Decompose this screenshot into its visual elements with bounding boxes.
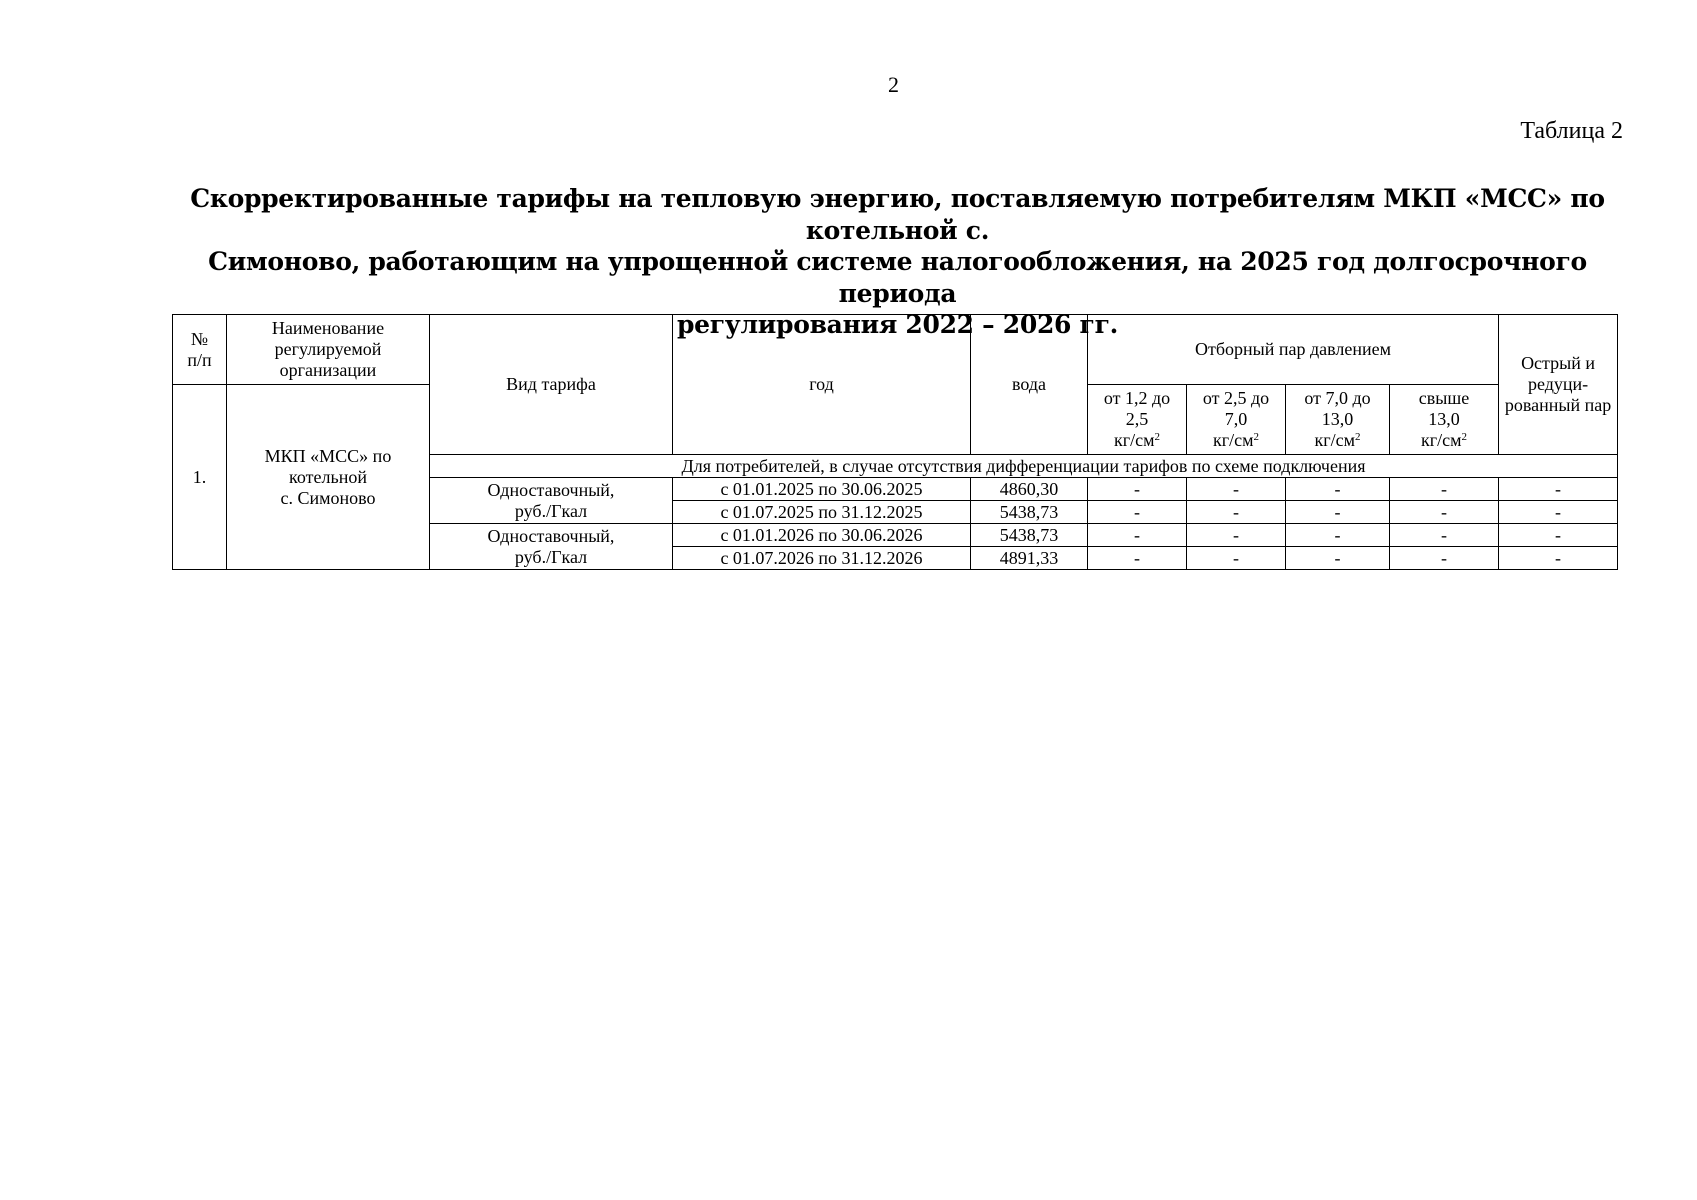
tariff-type-line: Одноставочный, <box>487 479 615 500</box>
title-line: регулирования 2022 – 2026 гг. <box>676 310 1119 339</box>
pressure-range: от 2,5 до <box>1202 388 1270 408</box>
water-value: 5438,73 <box>971 524 1088 547</box>
period-cell: с 01.07.2026 по 31.12.2026 <box>673 547 971 570</box>
pressure-3-value: - <box>1286 547 1390 570</box>
live-steam-value: - <box>1499 501 1618 524</box>
live-steam-value: - <box>1499 547 1618 570</box>
period-cell: с 01.01.2026 по 30.06.2026 <box>673 524 971 547</box>
org-number: 1. <box>173 385 227 570</box>
header-number-abbr: п/п <box>187 349 212 370</box>
pressure-value: 13,0 <box>1428 409 1460 429</box>
pressure-2-value: - <box>1187 524 1286 547</box>
unit-exponent: 2 <box>1253 431 1259 443</box>
unit-text: кг/см <box>1212 430 1254 450</box>
tariff-table <box>172 314 1618 570</box>
pressure-range: от 7,0 до <box>1304 388 1371 408</box>
unit-text: кг/см <box>1314 430 1355 450</box>
header-selected-steam: Отборный пар давлением <box>1088 315 1499 385</box>
pressure-1-value: - <box>1088 501 1187 524</box>
pressure-unit <box>1392 430 1496 451</box>
period-cell: с 01.01.2025 по 30.06.2025 <box>673 478 971 501</box>
pressure-value: 7,0 <box>1224 409 1248 429</box>
header-number <box>173 315 227 385</box>
header-pressure-2 <box>1187 385 1286 455</box>
org-name-line: котельной <box>289 466 367 487</box>
unit-exponent: 2 <box>1154 431 1160 443</box>
header-tariff-type: Вид тарифа <box>430 315 673 455</box>
consumer-note: Для потребителей, в случае отсутствия дифференциации тарифов по схеме подключения <box>430 455 1618 478</box>
pressure-2-value: - <box>1187 478 1286 501</box>
header-pressure-1 <box>1088 385 1187 455</box>
pressure-2-value: - <box>1187 501 1286 524</box>
title-line: Скорректированные тарифы на тепловую энергию, поставляемую потребителям МКП «МСС» по котельной с. <box>190 184 1605 245</box>
pressure-unit <box>1090 430 1184 451</box>
pressure-3-value: - <box>1286 501 1390 524</box>
header-live-steam: Острый и редуци-рованный пар <box>1499 315 1618 455</box>
table-label: Таблица 2 <box>1520 118 1623 144</box>
pressure-range: свыше <box>1418 388 1470 408</box>
org-name <box>227 385 430 570</box>
header-year: год <box>673 315 971 455</box>
title-line: Симоново, работающим на упрощенной системе налогообложения, на 2025 год долгосрочного периода <box>208 247 1587 308</box>
pressure-3-value: - <box>1286 478 1390 501</box>
pressure-1-value: - <box>1088 478 1187 501</box>
tariff-type-line: руб./Гкал <box>514 500 588 521</box>
water-value: 5438,73 <box>971 501 1088 524</box>
org-name-line: МКП «МСС» по <box>264 445 392 466</box>
pressure-4-value: - <box>1390 478 1499 501</box>
pressure-4-value: - <box>1390 547 1499 570</box>
pressure-4-value: - <box>1390 524 1499 547</box>
pressure-value: 2,5 <box>1125 409 1149 429</box>
unit-exponent: 2 <box>1355 431 1361 443</box>
unit-text: кг/см <box>1113 430 1155 450</box>
tariff-type-cell <box>430 478 673 524</box>
pressure-4-value: - <box>1390 501 1499 524</box>
org-name-line: с. Симоново <box>280 487 376 508</box>
tariff-type-line: Одноставочный, <box>487 525 615 546</box>
page-number: 2 <box>888 72 899 97</box>
pressure-value: 13,0 <box>1321 409 1354 429</box>
tariff-type-line: руб./Гкал <box>514 546 588 567</box>
pressure-1-value: - <box>1088 524 1187 547</box>
water-value: 4891,33 <box>971 547 1088 570</box>
pressure-range: от 1,2 до <box>1103 388 1171 408</box>
pressure-unit <box>1189 430 1283 451</box>
pressure-3-value: - <box>1286 524 1390 547</box>
pressure-2-value: - <box>1187 547 1286 570</box>
pressure-1-value: - <box>1088 547 1187 570</box>
header-water: вода <box>971 315 1088 455</box>
period-cell: с 01.07.2025 по 31.12.2025 <box>673 501 971 524</box>
live-steam-value: - <box>1499 524 1618 547</box>
pressure-unit <box>1288 430 1387 451</box>
header-org-name: Наименование регулируемой организации <box>227 315 430 385</box>
header-pressure-3 <box>1286 385 1390 455</box>
unit-text: кг/см <box>1421 430 1462 450</box>
water-value: 4860,30 <box>971 478 1088 501</box>
tariff-type-cell <box>430 524 673 570</box>
header-row <box>173 315 1618 385</box>
unit-exponent: 2 <box>1461 431 1468 443</box>
header-number-symbol: № <box>190 328 209 349</box>
live-steam-value: - <box>1499 478 1618 501</box>
header-pressure-4 <box>1390 385 1499 455</box>
